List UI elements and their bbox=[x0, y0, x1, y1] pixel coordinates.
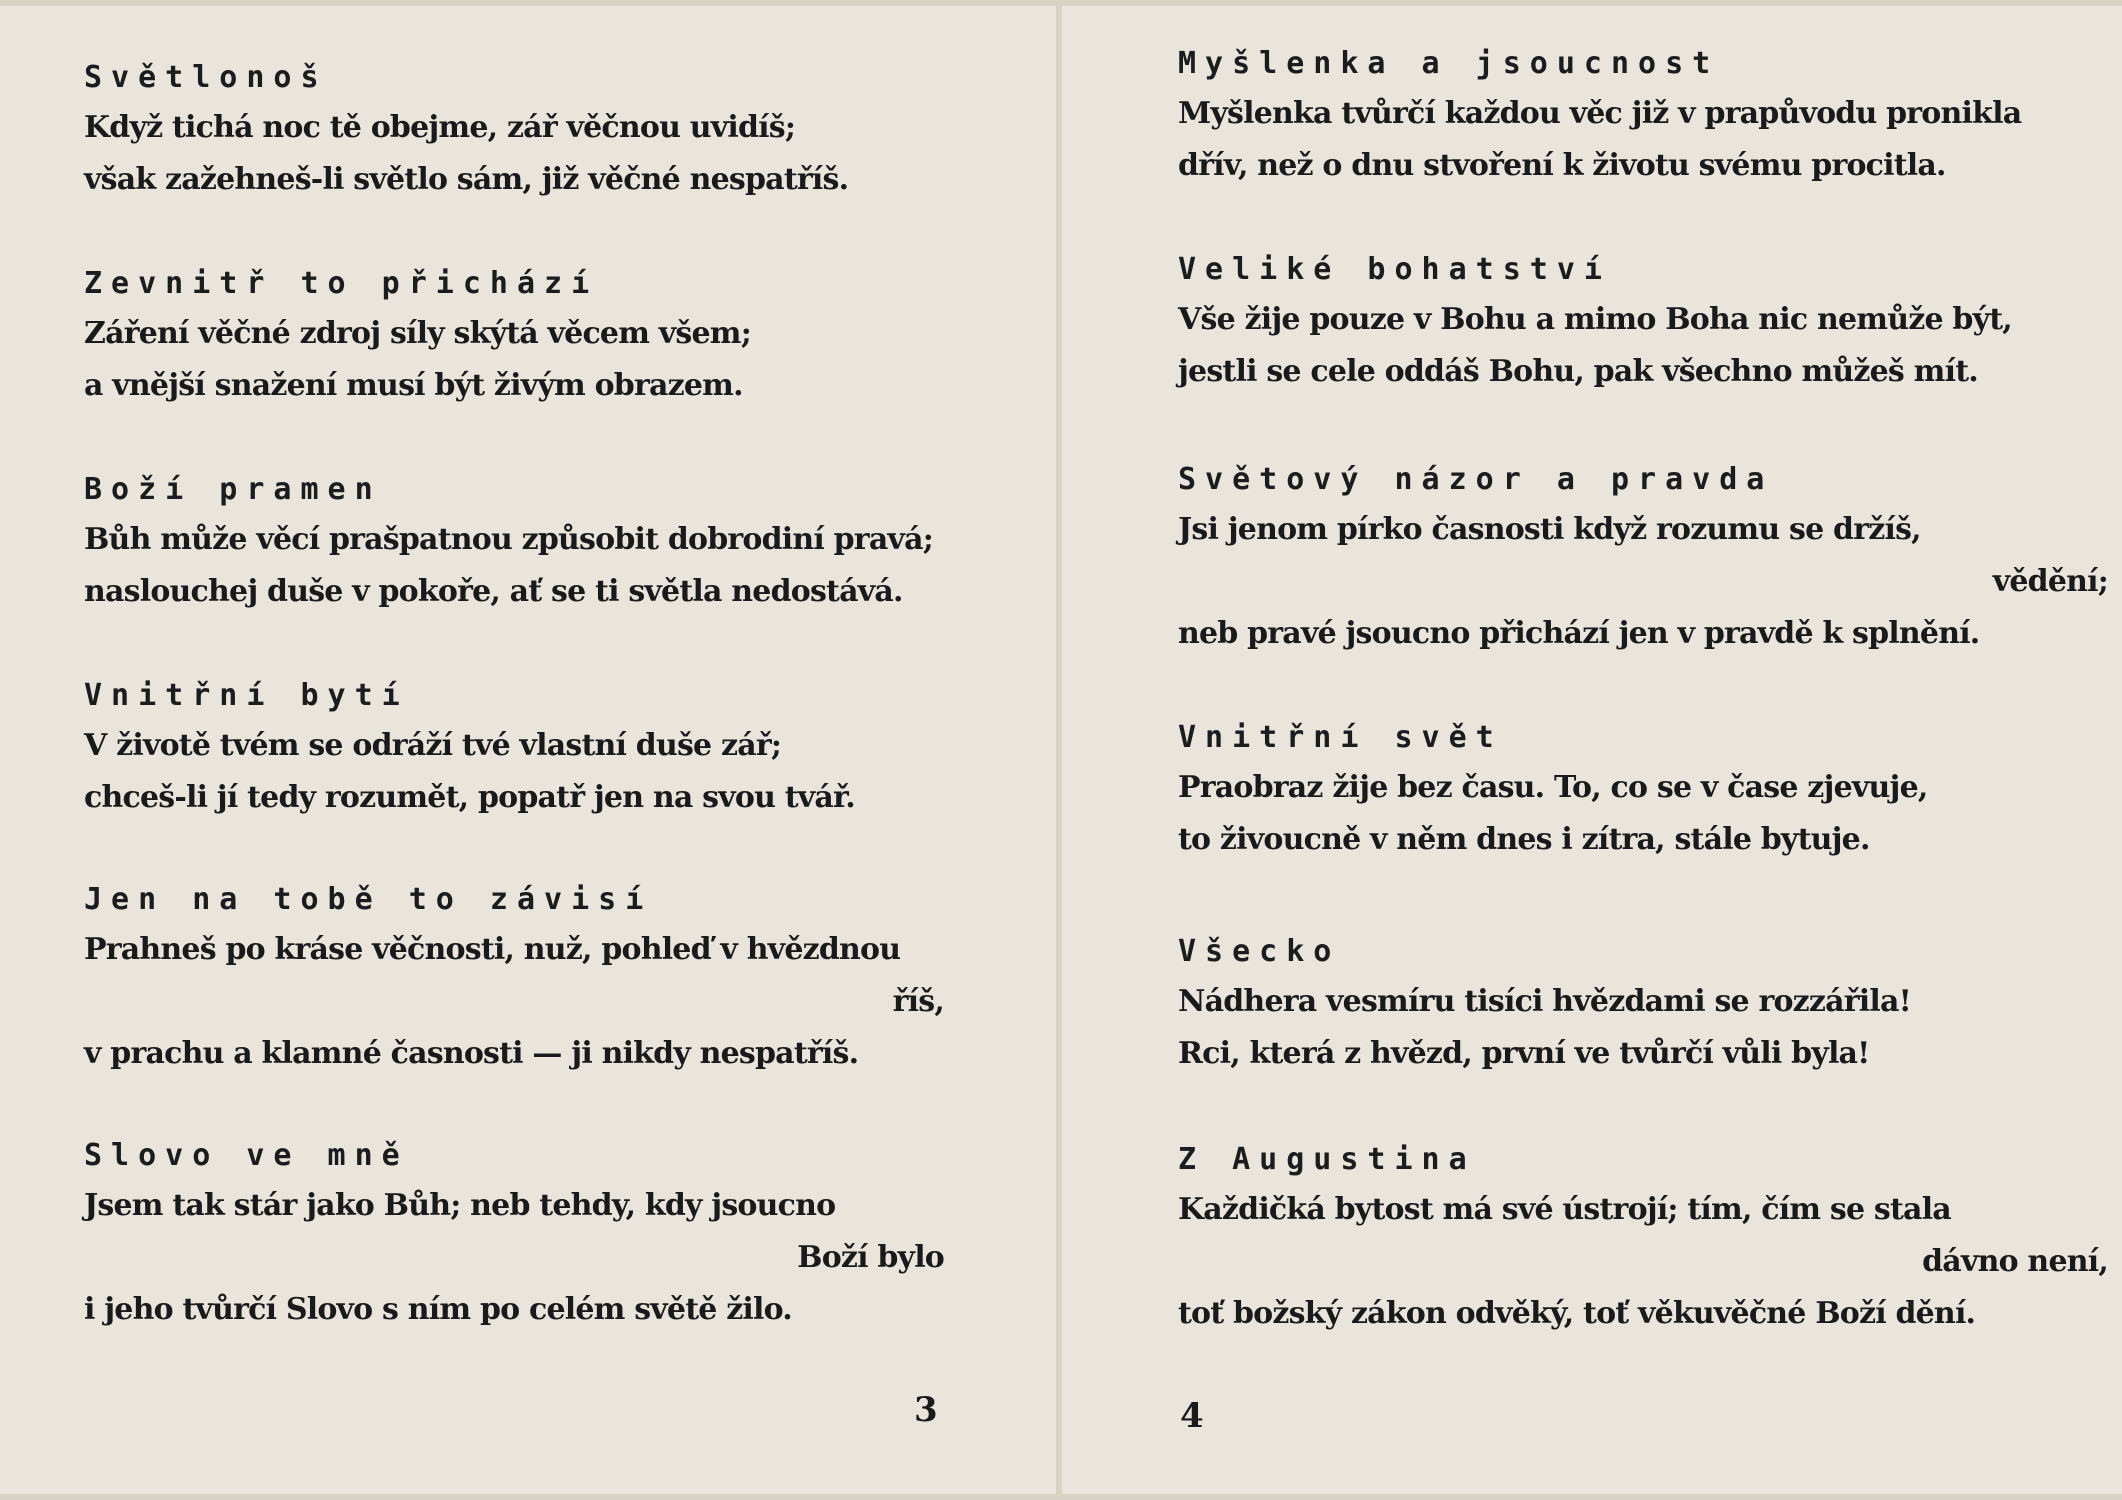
verse-line-continuation: říš, bbox=[892, 984, 944, 1019]
verse-line: a vnější snažení musí být živým obrazem. bbox=[84, 368, 743, 403]
verse-line: V životě tvém se odráží tvé vlastní duše zář; bbox=[84, 728, 782, 763]
stanza-title: Boží pramen bbox=[84, 472, 382, 507]
stanza-bozi-pramen bbox=[84, 466, 944, 618]
verse-line: Praobraz žije bez času. To, co se v čase zjevuje, bbox=[1178, 770, 1928, 805]
verse-line-continuation: dávno není, bbox=[1922, 1244, 2108, 1279]
stanza-title: Zevnitř to přichází bbox=[84, 266, 599, 301]
verse-line: Prahneš po kráse věčnosti, nuž, pohleď v hvězdnou bbox=[84, 932, 901, 967]
stanza-title: Veliké bohatství bbox=[1178, 252, 1611, 287]
stanza-vnitrni-svet bbox=[1178, 714, 2108, 866]
stanza-title: Vnitřní bytí bbox=[84, 678, 409, 713]
verse-line: to živoucně v něm dnes i zítra, stále bytuje. bbox=[1178, 822, 1870, 857]
page-number: 4 bbox=[1180, 1396, 1204, 1436]
verse-line: chceš-li jí tedy rozumět, popatř jen na svou tvář. bbox=[84, 780, 855, 815]
verse-line: Jsi jenom pírko časnosti když rozumu se držíš, bbox=[1178, 512, 1921, 547]
verse-line: toť božský zákon odvěký, toť věkuvěčné Boží dění. bbox=[1178, 1296, 1976, 1331]
stanza-myslenka bbox=[1178, 40, 2108, 192]
verse-line: Nádhera vesmíru tisíci hvězdami se rozzářila! bbox=[1178, 984, 1911, 1019]
stanza-jen-na-tobe bbox=[84, 876, 944, 1080]
stanza-zevnitr bbox=[84, 260, 944, 412]
verse-line: Vše žije pouze v Bohu a mimo Boha nic nemůže být, bbox=[1178, 302, 2012, 337]
stanza-title: Vnitřní svět bbox=[1178, 720, 1503, 755]
stanza-title: Myšlenka a jsoucnost bbox=[1178, 46, 1720, 81]
verse-line: i jeho tvůrčí Slovo s ním po celém světě žilo. bbox=[84, 1292, 792, 1327]
verse-line: Když tichá noc tě obejme, zář věčnou uvidíš; bbox=[84, 110, 796, 145]
verse-line: jestli se cele oddáš Bohu, pak všechno můžeš mít. bbox=[1178, 354, 1978, 389]
stanza-velike-bohatstvi bbox=[1178, 246, 2108, 398]
left-page bbox=[0, 6, 1058, 1494]
stanza-title: Všecko bbox=[1178, 934, 1341, 969]
page-number: 3 bbox=[914, 1390, 938, 1430]
stanza-z-augustina bbox=[1178, 1136, 2108, 1340]
stanza-svetovy-nazor bbox=[1178, 456, 2108, 660]
verse-line: však zažehneš-li světlo sám, již věčné nespatříš. bbox=[84, 162, 849, 197]
verse-line: Myšlenka tvůrčí každou věc již v prapůvodu pronikla bbox=[1178, 96, 2022, 131]
verse-line: Záření věčné zdroj síly skýtá věcem všem; bbox=[84, 316, 752, 351]
verse-line: Každičká bytost má své ústrojí; tím, čím se stala bbox=[1178, 1192, 1951, 1227]
stanza-title: Jen na tobě to závisí bbox=[84, 882, 653, 917]
verse-line: Bůh může věcí prašpatnou způsobit dobrodiní pravá; bbox=[84, 522, 933, 557]
verse-line: naslouchej duše v pokoře, ať se ti světla nedostává. bbox=[84, 574, 903, 609]
stanza-title: Světový názor a pravda bbox=[1178, 462, 1774, 497]
verse-line: v prachu a klamné časnosti — ji nikdy nespatříš. bbox=[84, 1036, 859, 1071]
stanza-vnitrni-byti bbox=[84, 672, 944, 824]
right-page bbox=[1062, 6, 2122, 1494]
stanza-title: Světlonoš bbox=[84, 60, 328, 95]
verse-line-continuation: Boží bylo bbox=[797, 1240, 944, 1275]
verse-line: dřív, než o dnu stvoření k životu svému procitla. bbox=[1178, 148, 1946, 183]
verse-line: neb pravé jsoucno přichází jen v pravdě k splnění. bbox=[1178, 616, 1980, 651]
verse-line-continuation: vědění; bbox=[1992, 564, 2108, 599]
stanza-slovo-ve-mne bbox=[84, 1132, 944, 1336]
stanza-title: Slovo ve mně bbox=[84, 1138, 409, 1173]
stanza-vsecko bbox=[1178, 928, 2108, 1080]
verse-line: Jsem tak stár jako Bůh; neb tehdy, kdy jsoucno bbox=[84, 1188, 836, 1223]
verse-line: Rci, která z hvězd, první ve tvůrčí vůli byla! bbox=[1178, 1036, 1870, 1071]
stanza-svetlonos bbox=[84, 54, 944, 206]
stanza-title: Z Augustina bbox=[1178, 1142, 1476, 1177]
